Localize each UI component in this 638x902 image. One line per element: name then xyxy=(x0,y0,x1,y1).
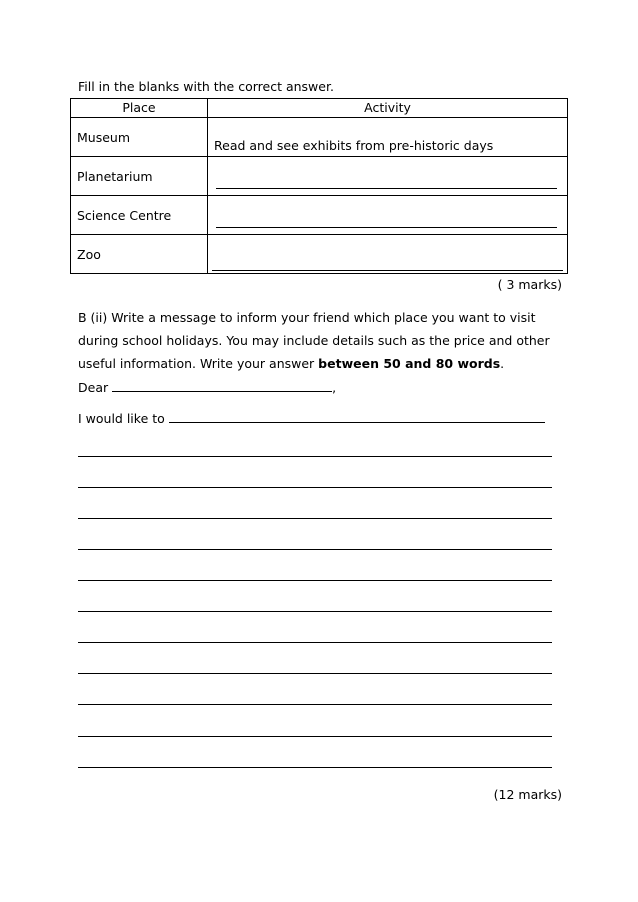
answer-blank[interactable] xyxy=(212,270,563,271)
table-row xyxy=(71,157,568,196)
writing-line[interactable] xyxy=(78,704,552,705)
friend-name-blank[interactable] xyxy=(112,379,332,392)
writing-line[interactable] xyxy=(78,611,552,612)
place-label: Museum xyxy=(77,130,131,145)
instruction-text: Fill in the blanks with the correct answer. xyxy=(78,79,334,94)
place-activity-table xyxy=(70,98,568,274)
letter-salutation: Dear , xyxy=(78,380,337,395)
table-row xyxy=(71,235,568,274)
place-label: Zoo xyxy=(77,247,101,262)
writing-line[interactable] xyxy=(78,767,552,768)
answer-blank[interactable] xyxy=(216,188,557,189)
opening-blank[interactable] xyxy=(169,410,545,423)
writing-line[interactable] xyxy=(78,487,552,488)
header-activity: Activity xyxy=(208,99,568,118)
part-b-marks: (12 marks) xyxy=(493,787,562,802)
table-row xyxy=(71,118,568,157)
place-label: Planetarium xyxy=(77,169,153,184)
question-text: B (ii) Write a message to inform your friend which place you want to visit during school holidays. You may include details such as the price and other useful information. Write your answer between 50 and 80 words. xyxy=(78,310,550,371)
writing-line[interactable] xyxy=(78,642,552,643)
writing-line[interactable] xyxy=(78,673,552,674)
writing-line[interactable] xyxy=(78,549,552,550)
place-label: Science Centre xyxy=(77,208,172,223)
header-place: Place xyxy=(71,99,208,118)
table-header-row xyxy=(71,99,568,118)
part-a-marks: ( 3 marks) xyxy=(497,277,562,292)
activity-answer: Read and see exhibits from pre-historic days xyxy=(214,138,494,153)
table-row xyxy=(71,196,568,235)
writing-line[interactable] xyxy=(78,736,552,737)
word-limit: between 50 and 80 words xyxy=(318,356,501,371)
letter-opening: I would like to xyxy=(78,410,552,426)
writing-line[interactable] xyxy=(78,518,552,519)
answer-blank[interactable] xyxy=(216,227,557,228)
writing-line[interactable] xyxy=(78,456,552,457)
writing-line[interactable] xyxy=(78,580,552,581)
